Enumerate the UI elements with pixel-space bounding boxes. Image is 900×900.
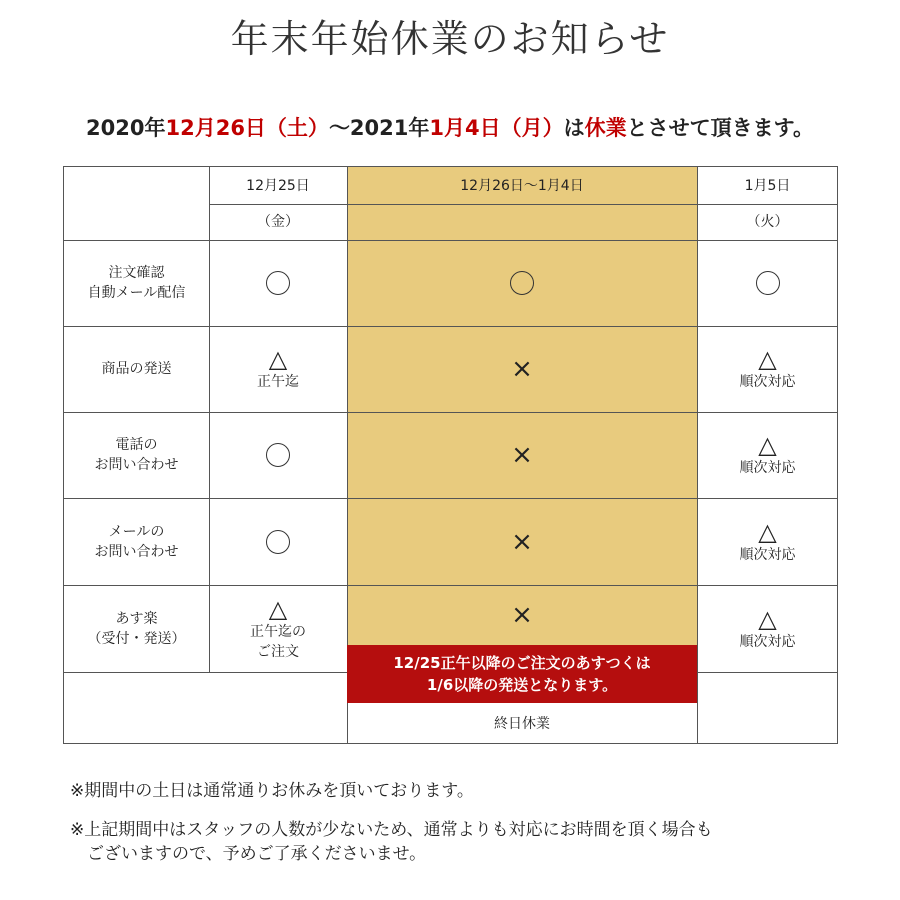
available-circle-icon xyxy=(756,271,780,295)
status-cell xyxy=(697,240,838,326)
status-cell xyxy=(209,326,347,412)
column-weekday-header xyxy=(347,204,697,240)
status-cell xyxy=(347,585,697,645)
column-weekday-header xyxy=(697,204,838,240)
status-cell xyxy=(209,412,347,498)
notice-closed-word: 休業 xyxy=(584,116,627,140)
limited-triangle-icon: △ xyxy=(758,345,777,373)
limited-triangle-icon: △ xyxy=(268,345,288,373)
status-cell xyxy=(209,240,347,326)
closure-notice xyxy=(0,112,900,142)
status-note: 順次対応 xyxy=(739,374,796,390)
status-cell xyxy=(697,326,838,412)
banner-text: 12/25正午以降のご注文のあすつくは xyxy=(393,654,651,672)
unavailable-cross-icon: × xyxy=(511,526,533,557)
row-label xyxy=(64,240,209,326)
status-cell xyxy=(209,498,347,585)
status-cell xyxy=(347,240,697,326)
row-label-text: （受付・発送） xyxy=(87,630,186,647)
notice-part-5: は xyxy=(563,116,585,140)
status-cell xyxy=(209,585,347,672)
row-label xyxy=(64,585,209,672)
limited-triangle-icon: △ xyxy=(758,517,777,546)
status-note: ご注文 xyxy=(257,643,299,660)
notice-part-7: とさせて頂きます。 xyxy=(626,116,814,140)
notice-end-date: 1月4日（月） xyxy=(429,116,564,140)
limited-triangle-icon: △ xyxy=(758,604,777,633)
row-label-text: メールの xyxy=(108,523,165,540)
column-weekday-text: （火） xyxy=(746,214,789,230)
row-label-text: 商品の発送 xyxy=(101,361,172,377)
notice-start-date: 12月26日（土） xyxy=(165,116,329,140)
row-label xyxy=(64,326,209,412)
status-cell xyxy=(347,326,697,412)
column-date-text: 1月5日 xyxy=(744,177,791,194)
closed-all-day-label xyxy=(347,703,697,744)
banner-text: 1/6以降の発送となります。 xyxy=(426,676,618,694)
status-note: 順次対応 xyxy=(739,633,796,650)
notice-part-3: ～2021年 xyxy=(328,116,430,140)
column-date-text: 12月26日～1月4日 xyxy=(460,177,584,194)
available-circle-icon xyxy=(266,530,290,554)
status-note: 順次対応 xyxy=(739,460,796,476)
status-note: 正午迄 xyxy=(257,374,299,390)
status-cell xyxy=(697,412,838,498)
footnote-line: ※上記期間中はスタッフの人数が少ないため、通常よりも対応にお時間を頂く場合も xyxy=(70,820,713,840)
unavailable-cross-icon: × xyxy=(511,354,533,384)
column-date-text: 12月25日 xyxy=(246,177,310,194)
column-date-header xyxy=(697,167,838,204)
column-date-header xyxy=(347,167,697,204)
status-note: 正午迄の xyxy=(250,623,306,640)
row-label xyxy=(64,498,209,585)
status-cell xyxy=(347,498,697,585)
available-circle-icon xyxy=(510,271,534,295)
notice-part-1: 2020年 xyxy=(86,116,166,140)
available-circle-icon xyxy=(266,443,290,467)
row-label-text: 自動メール配信 xyxy=(87,285,186,301)
unavailable-cross-icon: × xyxy=(511,600,533,630)
available-circle-icon xyxy=(266,271,290,295)
status-note: 順次対応 xyxy=(739,546,796,563)
schedule-table xyxy=(63,166,838,744)
closed-all-day-text: 終日休業 xyxy=(494,715,550,732)
row-label-text: 電話の xyxy=(115,437,158,453)
row-label-text: お問い合わせ xyxy=(94,457,179,473)
status-cell xyxy=(697,498,838,585)
column-weekday-header xyxy=(209,204,347,240)
footnote-line: ※期間中の土日は通常通りお休みを頂いております。 xyxy=(70,781,474,801)
footnote-line: ございますので、予めご了承くださいませ。 xyxy=(70,844,427,864)
row-label xyxy=(64,412,209,498)
status-cell xyxy=(697,585,838,672)
status-cell xyxy=(347,412,697,498)
page-title: 年末年始休業のお知らせ xyxy=(230,17,670,61)
column-weekday-text: （金） xyxy=(257,214,299,230)
row-label-text: お問い合わせ xyxy=(94,543,179,560)
column-date-header xyxy=(209,167,347,204)
row-label-text: あす楽 xyxy=(115,610,158,627)
limited-triangle-icon: △ xyxy=(268,594,288,623)
asuraku-warning-banner xyxy=(347,645,697,703)
row-label-text: 注文確認 xyxy=(108,265,165,281)
unavailable-cross-icon: × xyxy=(511,440,533,470)
limited-triangle-icon: △ xyxy=(758,431,777,459)
